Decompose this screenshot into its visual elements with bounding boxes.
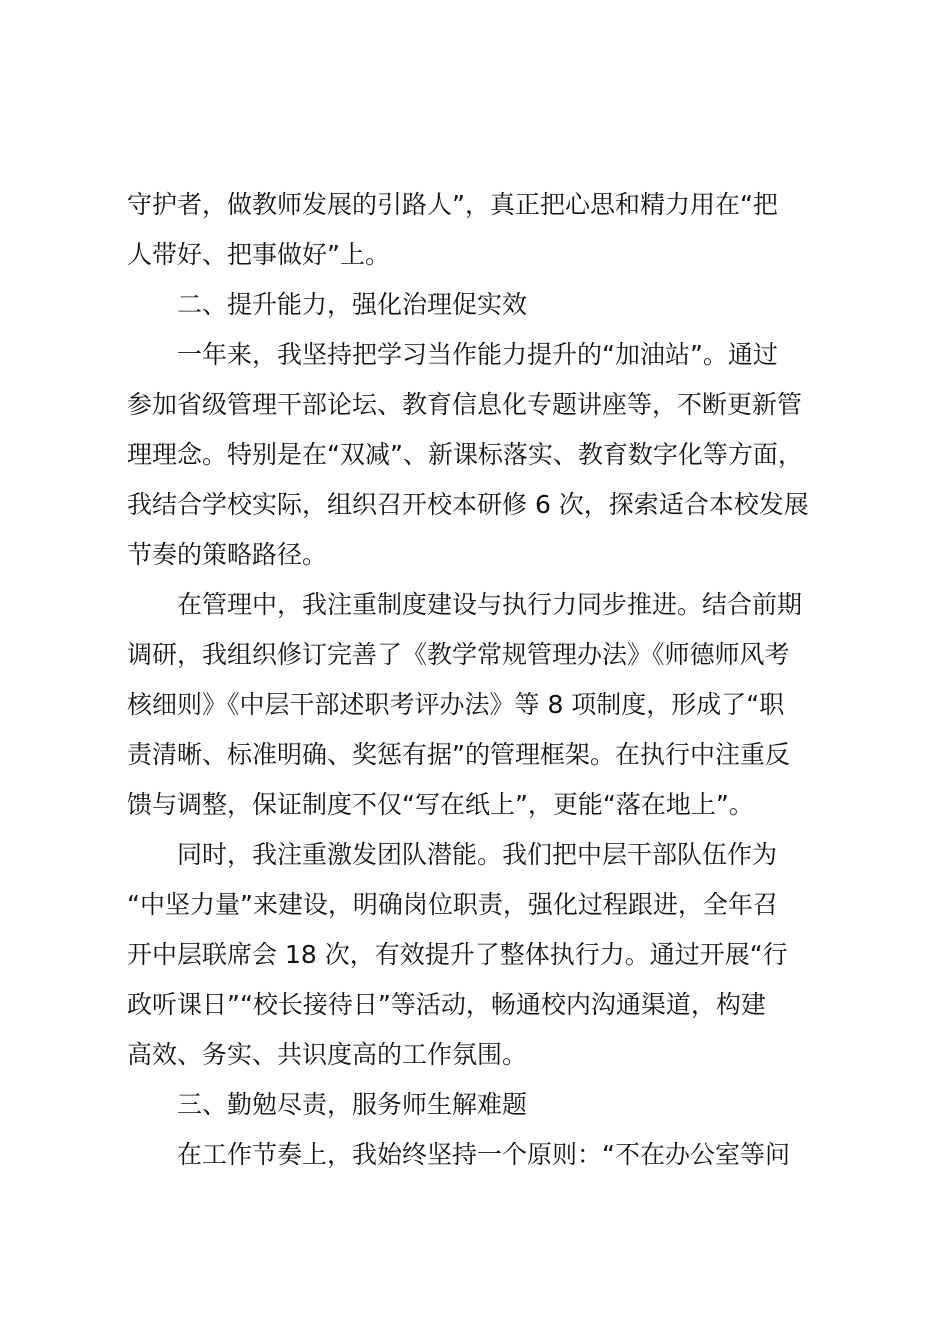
text-line: 馈与调整，保证制度不仅“写在纸上”，更能“落在地上”。	[127, 790, 754, 819]
section-heading-3: 三、勤勉尽责，服务师生解难题	[177, 1090, 528, 1119]
text-line: 一年来，我坚持把学习当作能力提升的“加油站”。通过	[177, 340, 778, 369]
text-line: 参加省级管理干部论坛、教育信息化专题讲座等，不断更新管	[127, 390, 803, 419]
text-line: 开中层联席会 18 次，有效提升了整体执行力。通过开展“行	[127, 940, 788, 969]
text-line: 我结合学校实际，组织召开校本研修 6 次，探索适合本校发展	[127, 490, 809, 519]
text-line: 在工作节奏上，我始终坚持一个原则：“不在办公室等问	[177, 1140, 790, 1169]
text-line: 在管理中，我注重制度建设与执行力同步推进。结合前期	[177, 590, 803, 619]
text-line: 责清晰、标准明确、奖惩有据”的管理框架。在执行中注重反	[127, 740, 790, 769]
text-line: 政听课日”“校长接待日”等活动，畅通校内沟通渠道，构建	[127, 990, 766, 1019]
text-line: 同时，我注重激发团队潜能。我们把中层干部队伍作为	[177, 840, 778, 869]
text-line: 理理念。特别是在“双减”、新课标落实、教育数字化等方面，	[127, 440, 803, 469]
text-line: 核细则》《中层干部述职考评办法》等 8 项制度，形成了“职	[127, 690, 785, 719]
section-heading-2: 二、提升能力，强化治理促实效	[177, 290, 528, 319]
text-line: 人带好、把事做好”上。	[127, 240, 390, 269]
text-line: 守护者，做教师发展的引路人”，真正把心思和精力用在“把	[127, 190, 778, 219]
text-line: 节奏的策略路径。	[127, 540, 328, 569]
text-line: 调研，我组织修订完善了《教学常规管理办法》《师德师风考	[127, 640, 790, 669]
text-line: “中坚力量”来建设，明确岗位职责，强化过程跟进，全年召	[127, 890, 778, 919]
text-line: 高效、务实、共识度高的工作氛围。	[127, 1040, 528, 1069]
